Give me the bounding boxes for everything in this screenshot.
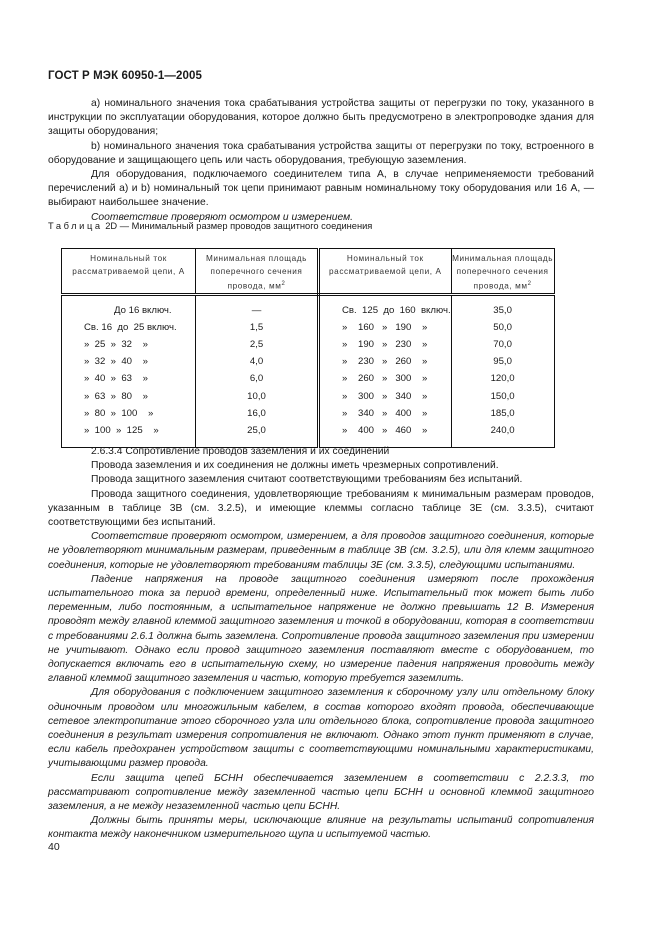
table-cell: » 190 » 230 » — [342, 339, 428, 351]
right-area-column — [452, 302, 554, 440]
table-cell: 10,0 — [247, 390, 266, 402]
connector-type-a-paragraph: Для оборудования, подключаемого соединителем типа А, в случае неприменяемости требований перечислений a) и b) номинальный ток цепи принимают равным номинальному току оборудования или 16 А, — выбирают наибольшее значение. — [48, 169, 594, 209]
section-paragraph: Провода защитного соединения, удовлетворяющие требованиям к минимальным размерам проводов, указанным в таблице 3В (см. 3.2.5), и имеющие клеммы согласно таблице 3Е (см. 3.3.5), считают соответствующими без испытаний. — [48, 488, 594, 529]
compliance-paragraph: Соответствие проверяют осмотром и измерением. — [91, 211, 354, 223]
table-cell: » 230 » 260 » — [342, 356, 428, 368]
table-cell: 50,0 — [493, 321, 512, 333]
compliance-test-paragraph: Соответствие проверяют осмотром, измерением, а для проводов защитного соединения, которые не удовлетворяют минимальным размерам, приведенным в таблице 3В (см. 3.2.5), или для клемм защитного соединения, которые не удовлетворяют требованиям таблицы 3Е (см. 3.3.5), следующими испытаниями. — [48, 531, 594, 571]
selv-paragraph: Если защита цепей БСНН обеспечивается заземлением в соответствии с 2.2.3.3, то рассматривают сопротивление между заземленной частью цепи БСНН и основной клеммой защитного заземления, а не между незаземленной частью цепи БСНН. — [48, 772, 594, 813]
item-a-paragraph: a) номинального значения тока срабатывания устройства защиты от перегрузки по току, указанного в инструкции по эксплуатации оборудования, которое должно быть предусмотрено в электропроводке здания для защиты оборудования; — [48, 98, 594, 138]
section-paragraph: Провода защитного заземления считают соответствующими требованиям без испытаний. — [91, 474, 523, 486]
item-b-paragraph: b) номинального значения тока срабатывания устройства защиты от перегрузки по току, встроенного в оборудование и защищающего цепь или часть оборудования, требующую заземления. — [48, 140, 594, 166]
table-cell: 150,0 — [490, 390, 515, 402]
table-cell: 16,0 — [247, 407, 266, 419]
table-cell: 120,0 — [490, 373, 515, 385]
table-cell: 4,0 — [249, 356, 264, 368]
section-2-6-3-4 — [48, 445, 594, 843]
table-caption — [48, 221, 372, 231]
table-cell: » 32 » 40 » — [84, 356, 149, 368]
table-cell: 240,0 — [490, 425, 515, 437]
table-cell: 95,0 — [493, 356, 512, 368]
section-paragraph: Провода заземления и их соединения не должны иметь чрезмерных сопротивлений. — [91, 460, 499, 472]
table-cell: » 400 » 460 » — [342, 425, 428, 437]
table-cell: » 100 » 125 » — [84, 425, 159, 437]
voltage-drop-paragraph: Падение напряжения на проводе защитного соединения измеряют после прохождения испытательного тока за период времени, определенный ниже. Испытательный ток может быть либо переменным, либо постоянным, а испытательное напряжение не должно превышать 12 В. Измерения проводят между главной клеммой защитного заземления и точкой в оборудовании, которая в соответствии с требованиями 2.6.1 должна быть заземлена. Сопротивление провода защитного заземления при измерении не учитывают. Однако если провод защитного заземления поставляют вместе с оборудованием, то допускается включать его в испытательную схему, но измерение падения напряжения проводить между главной клеммой защитного заземления и частью, которую требуется заземлить. — [48, 573, 594, 685]
section-heading: 2.6.3.4 Сопротивление проводов заземления и их соединений — [91, 446, 390, 457]
table-cell: 2,5 — [249, 339, 264, 351]
table-caption-text: 2D — Минимальный размер проводов защитного соединения — [102, 221, 373, 231]
left-area-column — [196, 302, 317, 440]
table-cell: 185,0 — [490, 407, 515, 419]
table-cell: Св. 125 до 160 включ. — [342, 304, 451, 316]
table-cell: 1,5 — [249, 321, 264, 333]
table-cell: До 16 включ. — [114, 304, 172, 316]
table-cell: » 160 » 190 » — [342, 321, 428, 333]
contact-resistance-paragraph: Должны быть приняты меры, исключающие влияние на результаты испытаний сопротивления контакта между наконечником измерительного щупа и испытуемой частью. — [48, 815, 594, 841]
header-area-right: Минимальная площадь поперечного сечения провода, $мм^2$ — [451, 249, 554, 295]
table-cell: 25,0 — [247, 425, 266, 437]
table-cell: 6,0 — [249, 373, 264, 385]
table-cell: 70,0 — [493, 339, 512, 351]
table-cell: » 63 » 80 » — [84, 390, 149, 402]
table-cell: » 340 » 400 » — [342, 407, 428, 419]
table-cell: » 80 » 100 » — [84, 407, 154, 419]
header-area-left: Минимальная площадь поперечного сечения провода, $мм^2$ — [196, 249, 319, 295]
right-current-column — [320, 302, 451, 440]
conductor-size-table — [61, 248, 555, 448]
intro-text — [48, 97, 594, 225]
header-current-left: Номинальный ток рассматриваемой цепи, А — [62, 249, 196, 295]
table-body-row — [62, 294, 555, 448]
table-header-row — [62, 249, 555, 295]
subassembly-paragraph: Для оборудования с подключением защитного заземления к сборочному узлу или отдельному блоку одиночным проводом или многожильным кабелем, в состав которого входят провода, обеспечивающие сетевое электропитание этого сборочного узла или отдельного блока, сопротивление провода защитного соединения в результат измерения сопротивления не включают. Однако этот пункт применяют в случае, если кабель предохранен устройством защиты с соответствующими номинальными характеристиками, учитывающими размер провода. — [48, 687, 594, 770]
table-cell: » 25 » 32 » — [84, 339, 149, 351]
table-cell: » 260 » 300 » — [342, 373, 428, 385]
document-header-title: ГОСТ Р МЭК 60950-1—2005 — [48, 70, 202, 82]
table-cell: » 40 » 63 » — [84, 373, 149, 385]
page-number: 40 — [48, 841, 60, 853]
header-current-right: Номинальный ток рассматриваемой цепи, А — [319, 249, 452, 295]
table-cell: » 300 » 340 » — [342, 390, 428, 402]
table-caption-prefix: Таблица — [48, 221, 103, 231]
table-cell: — — [251, 304, 262, 316]
left-current-column — [62, 302, 195, 440]
table-cell: Св. 16 до 25 включ. — [84, 321, 177, 333]
table-cell: 35,0 — [493, 304, 512, 316]
